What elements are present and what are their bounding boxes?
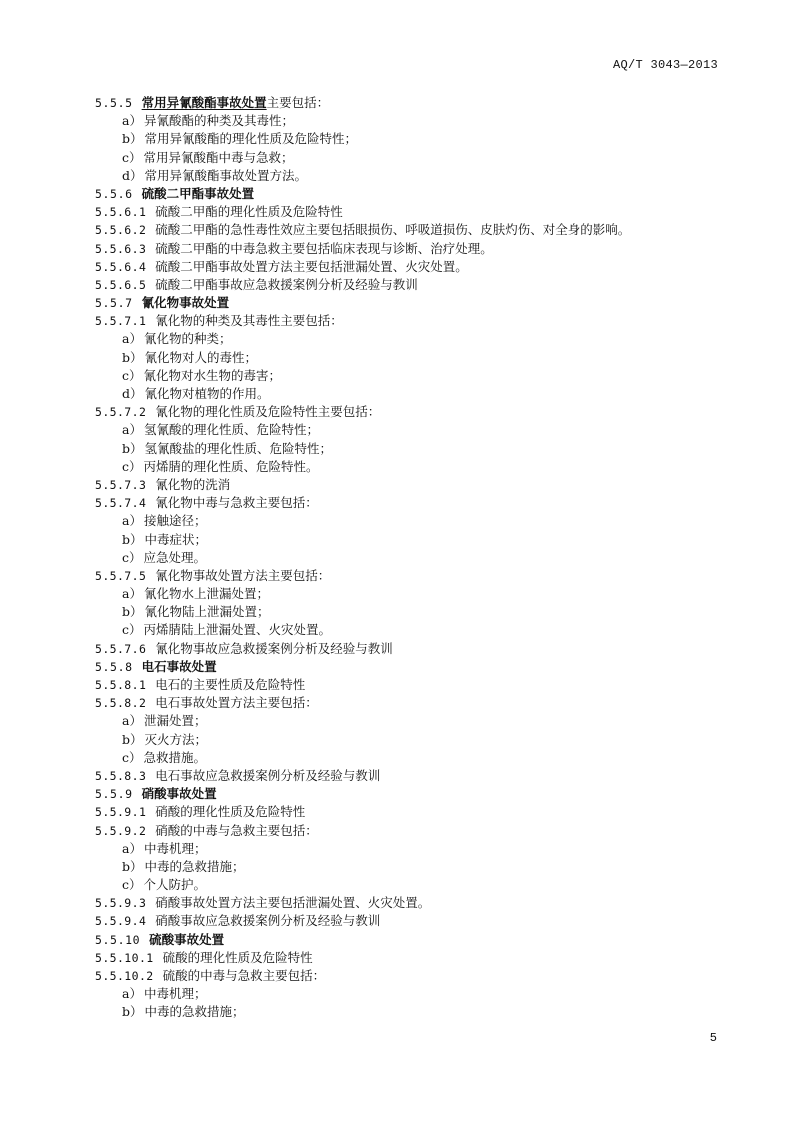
list-item: [95, 167, 715, 185]
clause-line: [95, 694, 715, 712]
section-title: 电石事故处置: [141, 658, 217, 674]
clause-text: 个人防护。: [143, 877, 207, 893]
section-title: 硝酸事故处置: [141, 786, 217, 802]
clause-line: [95, 912, 715, 930]
list-item: [95, 985, 715, 1003]
clause-text: 急救措施。: [143, 749, 207, 765]
clause-number: 5.5.5: [95, 96, 133, 110]
clause-number: 5.5.7.2: [95, 405, 147, 420]
section-heading: [95, 185, 715, 203]
clause-text: 硝酸事故应急救援案例分析及经验与教训: [155, 913, 381, 929]
clause-text: 中毒的急救措施；: [144, 1004, 245, 1020]
clause-text: 氰化物的种类及其毒性主要包括：: [155, 313, 343, 329]
clause-line: [95, 476, 715, 494]
clause-text: 氰化物对植物的作用。: [144, 386, 270, 401]
list-marker: b）: [122, 531, 143, 547]
clause-number: 5.5.8.2: [95, 696, 147, 711]
list-marker: a）: [122, 513, 142, 529]
clause-number: 5.5.6.4: [95, 259, 147, 274]
section-heading: [95, 785, 715, 803]
list-marker: b）: [122, 440, 143, 456]
list-marker: c）: [122, 622, 142, 638]
clause-number: 5.5.7.4: [95, 496, 147, 511]
clause-line: [95, 494, 715, 512]
list-item: [95, 440, 715, 458]
clause-line: [95, 258, 715, 276]
list-item: [95, 549, 715, 567]
list-item: [95, 421, 715, 439]
section-title: 氰化物事故处置: [141, 295, 230, 311]
list-marker: b）: [122, 731, 143, 747]
list-marker: c）: [122, 458, 142, 474]
section-title: 硫酸二甲酯事故处置: [141, 185, 255, 201]
section-heading: [95, 94, 715, 112]
clause-line: [95, 767, 715, 785]
clause-text: 中毒的急救措施；: [144, 858, 245, 874]
clause-line: [95, 822, 715, 840]
clause-number: 5.5.7.3: [95, 477, 147, 492]
list-item: [95, 712, 715, 730]
clause-text: 氰化物中毒与急救主要包括：: [155, 495, 318, 511]
list-item: [95, 840, 715, 858]
clause-number: 5.5.10.2: [95, 969, 154, 983]
list-item: [95, 330, 715, 348]
clause-number: 5.5.9: [95, 787, 133, 802]
clause-number: 5.5.9.2: [95, 823, 147, 838]
list-item: [95, 749, 715, 767]
list-marker: a）: [122, 113, 142, 129]
clause-text: 氰化物事故处置方法主要包括：: [155, 567, 331, 583]
section-title-suffix: 主要包括：: [266, 95, 330, 110]
clause-text: 硝酸的中毒与急救主要包括：: [155, 822, 318, 838]
clause-text: 氰化物的理化性质及危险特性主要包括：: [155, 404, 381, 420]
clause-line: [95, 221, 715, 239]
clause-number: 5.5.7: [95, 296, 133, 311]
clause-text: 氰化物对水生物的毒害；: [143, 367, 282, 383]
list-item: [95, 585, 715, 603]
clause-text: 丙烯腈的理化性质、危险特性。: [143, 458, 319, 474]
clause-text: 硫酸的中毒与急救主要包括：: [162, 968, 326, 983]
section-title: 常用异氰酸酯事故处置: [141, 95, 267, 110]
clause-text: 中毒机理；: [143, 986, 207, 1002]
clause-text: 电石事故应急救援案例分析及经验与教训: [155, 767, 381, 783]
list-item: [95, 112, 715, 130]
clause-text: 氰化物的种类；: [143, 331, 232, 347]
list-marker: a）: [122, 713, 142, 729]
clause-text: 常用异氰酸酯事故处置方法。: [144, 167, 308, 183]
clause-number: 5.5.9.4: [95, 914, 147, 929]
clause-line: [95, 949, 715, 967]
clause-text: 应急处理。: [143, 549, 207, 565]
clause-line: [95, 803, 715, 821]
clause-text: 硫酸二甲酯事故应急救援案例分析及经验与教训: [155, 276, 418, 292]
clause-text: 硫酸二甲酯的中毒急救主要包括临床表现与诊断、治疗处理。: [155, 240, 493, 256]
list-marker: c）: [122, 149, 142, 165]
list-marker: b）: [122, 604, 143, 620]
list-marker: c）: [122, 749, 142, 765]
list-marker: d）: [122, 386, 143, 401]
clause-number: 5.5.7.6: [95, 641, 147, 656]
clause-number: 5.5.10.1: [95, 950, 154, 965]
clause-number: 5.5.6.5: [95, 277, 147, 292]
page-header-code: AQ/T 3043—2013: [612, 58, 718, 72]
clause-line: [95, 403, 715, 421]
clause-number: 5.5.8.1: [95, 678, 147, 692]
clause-text: 硝酸的理化性质及危险特性: [155, 804, 306, 820]
list-item: [95, 603, 715, 621]
clause-text: 电石事故处置方法主要包括：: [155, 695, 318, 711]
clause-text: 硝酸事故处置方法主要包括泄漏处置、火灾处置。: [155, 895, 431, 911]
list-marker: c）: [122, 549, 142, 565]
clause-text: 常用异氰酸酯中毒与急救；: [143, 149, 294, 165]
clause-line: [95, 676, 715, 694]
list-item: [95, 621, 715, 639]
clause-number: 5.5.6: [95, 186, 133, 201]
clause-line: [95, 240, 715, 258]
list-item: [95, 531, 715, 549]
clause-line: [95, 640, 715, 658]
clause-text: 氰化物对人的毒性；: [144, 349, 258, 365]
list-marker: a）: [122, 586, 142, 602]
clause-number: 5.5.6.1: [95, 205, 147, 220]
list-item: [95, 130, 715, 148]
list-item: [95, 367, 715, 385]
clause-number: 5.5.6.3: [95, 241, 147, 256]
list-item: [95, 512, 715, 530]
list-item: [95, 385, 715, 403]
list-marker: a）: [122, 986, 142, 1002]
clause-text: 氢氰酸的理化性质、危险特性；: [143, 422, 319, 438]
clause-text: 中毒机理；: [143, 840, 207, 856]
clause-number: 5.5.7.5: [95, 568, 147, 583]
clause-number: 5.5.9.1: [95, 805, 147, 820]
document-body: [95, 94, 715, 1022]
section-title: 硫酸事故处置: [149, 931, 225, 947]
list-marker: a）: [122, 331, 142, 347]
clause-text: 氢氰酸盐的理化性质、危险特性；: [144, 440, 333, 456]
list-marker: c）: [122, 877, 142, 893]
list-item: [95, 858, 715, 876]
clause-number: 5.5.8: [95, 659, 133, 674]
list-marker: a）: [122, 840, 142, 856]
list-item: [95, 349, 715, 367]
clause-number: 5.5.8.3: [95, 768, 147, 783]
section-heading: [95, 931, 715, 949]
clause-number: 5.5.7.1: [95, 314, 147, 329]
clause-line: [95, 894, 715, 912]
clause-text: 电石的主要性质及危险特性: [155, 677, 306, 692]
clause-text: 氰化物事故应急救援案例分析及经验与教训: [155, 640, 393, 656]
list-marker: b）: [122, 131, 143, 147]
clause-text: 氰化物水上泄漏处置；: [143, 586, 269, 602]
list-marker: b）: [122, 1004, 143, 1020]
clause-text: 泄漏处置；: [143, 713, 207, 729]
list-marker: b）: [122, 349, 143, 365]
clause-line: [95, 312, 715, 330]
clause-number: 5.5.10: [95, 932, 141, 947]
list-item: [95, 876, 715, 894]
clause-text: 接触途径；: [143, 513, 207, 529]
section-heading: [95, 658, 715, 676]
list-marker: b）: [122, 858, 143, 874]
list-item: [95, 458, 715, 476]
list-marker: a）: [122, 422, 142, 438]
clause-line: [95, 967, 715, 985]
clause-text: 硫酸二甲酯的急性毒性效应主要包括眼损伤、呼吸道损伤、皮肤灼伤、对全身的影响。: [155, 222, 631, 238]
section-heading: [95, 294, 715, 312]
clause-text: 氰化物的洗消: [155, 476, 231, 492]
clause-text: 氰化物陆上泄漏处置；: [144, 604, 270, 620]
clause-line: [95, 276, 715, 294]
clause-text: 硫酸二甲酯的理化性质及危险特性: [155, 204, 343, 220]
clause-text: 丙烯腈陆上泄漏处置、火灾处置。: [143, 622, 332, 638]
list-item: [95, 1003, 715, 1021]
clause-text: 异氰酸酯的种类及其毒性；: [143, 113, 294, 129]
clause-text: 硫酸二甲酯事故处置方法主要包括泄漏处置、火灾处置。: [155, 258, 468, 274]
list-item: [95, 731, 715, 749]
clause-number: 5.5.9.3: [95, 896, 147, 911]
clause-text: 中毒症状；: [144, 531, 208, 547]
clause-text: 灭火方法；: [144, 731, 208, 747]
clause-text: 常用异氰酸酯的理化性质及危险特性；: [144, 131, 358, 147]
list-item: [95, 149, 715, 167]
clause-text: 硫酸的理化性质及危险特性: [162, 949, 313, 965]
clause-line: [95, 203, 715, 221]
list-marker: c）: [122, 367, 142, 383]
page-number: 5: [709, 1031, 717, 1045]
clause-line: [95, 567, 715, 585]
clause-number: 5.5.6.2: [95, 223, 147, 238]
list-marker: d）: [122, 167, 143, 183]
